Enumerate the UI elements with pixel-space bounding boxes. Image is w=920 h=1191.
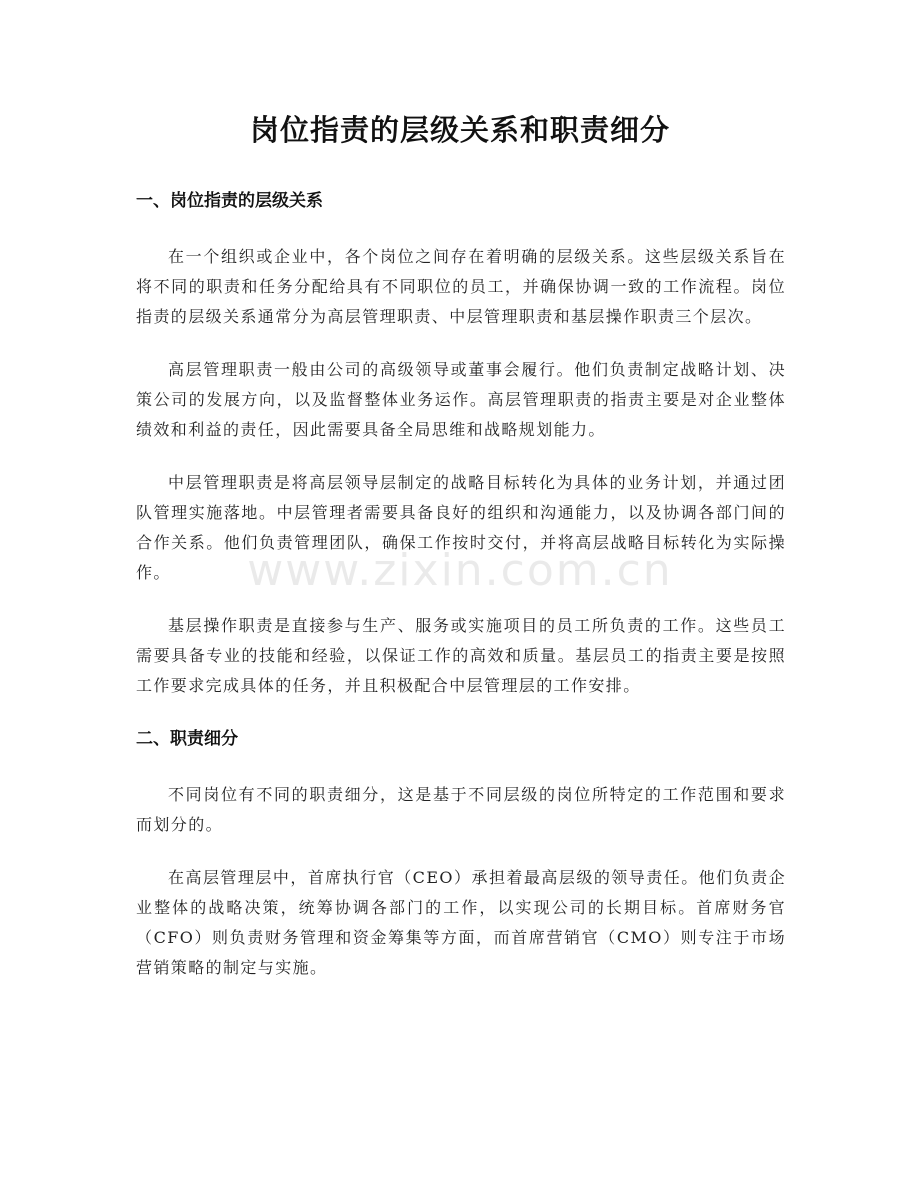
section-hierarchy [136, 186, 786, 701]
paragraph: 基层操作职责是直接参与生产、服务或实施项目的员工所负责的工作。这些员工需要具备专业的技能和经验，以保证工作的高效和质量。基层员工的指责主要是按照工作要求完成具体的任务，并且积极配合中层管理层的工作安排。 [136, 616, 786, 695]
paragraph: 高层管理职责一般由公司的高级领导或董事会履行。他们负责制定战略计划、决策公司的发展方向，以及监督整体业务运作。高层管理职责的指责主要是对企业整体绩效和利益的责任，因此需要具备全局思维和战略规划能力。 [136, 360, 786, 439]
document-title: 岗位指责的层级关系和职责细分 [249, 113, 670, 147]
section-duty-breakdown [136, 724, 786, 983]
section-heading: 二、职责细分 [136, 729, 238, 749]
watermark: www.zixin.com.cn [247, 545, 673, 596]
paragraph: 中层管理职责是将高层领导层制定的战略目标转化为具体的业务计划，并通过团队管理实施落地。中层管理者需要具备良好的组织和沟通能力，以及协调各部门间的合作关系。他们负责管理团队，确保工作按时交付，并将高层战略目标转化为实际操作。 [136, 473, 786, 582]
document-body [136, 186, 786, 1006]
paragraph: 不同岗位有不同的职责细分，这是基于不同层级的岗位所特定的工作范围和要求而划分的。 [136, 785, 786, 834]
paragraph: 在高层管理层中，首席执行官（CEO）承担着最高层级的领导责任。他们负责企业整体的战略决策，统筹协调各部门的工作，以实现公司的长期目标。首席财务官（CFO）则负责财务管理和资金筹集等方面，而首席营销官（CMO）则专注于市场营销策略的制定与实施。 [136, 868, 786, 977]
paragraph: 在一个组织或企业中，各个岗位之间存在着明确的层级关系。这些层级关系旨在将不同的职责和任务分配给具有不同职位的员工，并确保协调一致的工作流程。岗位指责的层级关系通常分为高层管理职责、中层管理职责和基层操作职责三个层次。 [136, 247, 786, 326]
section-heading: 一、岗位指责的层级关系 [136, 191, 323, 211]
